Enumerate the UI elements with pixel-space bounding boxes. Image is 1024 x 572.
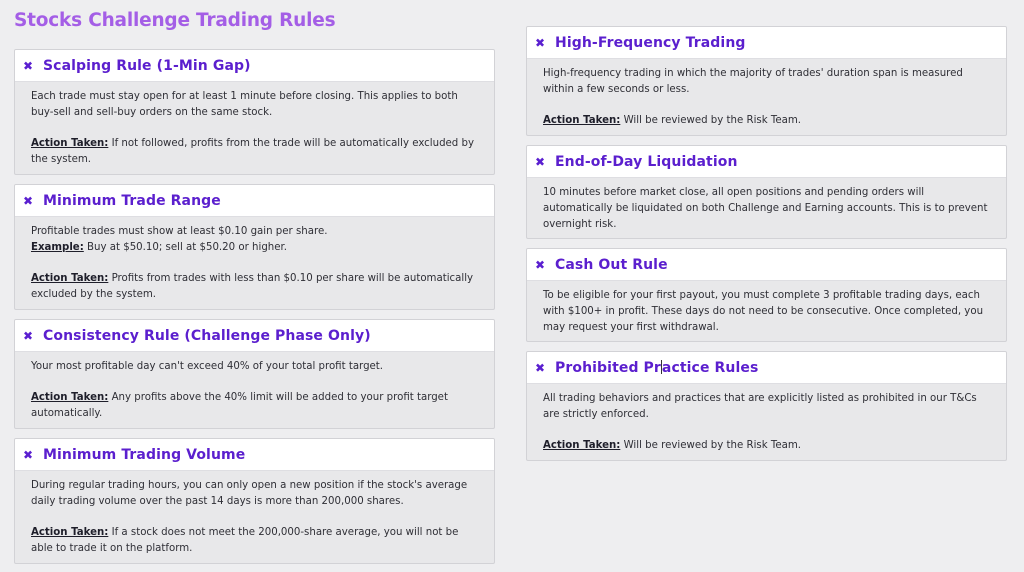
action-taken-text: If not followed, profits from the trade will be automatically excluded by the system. [31, 138, 474, 165]
close-x-icon: ✖ [23, 328, 34, 343]
close-x-icon: ✖ [535, 154, 546, 169]
rule-action [31, 525, 478, 557]
example-text: Buy at $50.10; sell at $50.20 or higher. [83, 242, 288, 253]
action-taken-text: Any profits above the 40% limit will be added to your profit target automatically. [31, 392, 448, 419]
rule-body [527, 384, 1006, 460]
rule-action [543, 113, 990, 129]
rule-card-header [527, 352, 1006, 384]
action-taken-text: Will be reviewed by the Risk Team. [620, 440, 802, 451]
rule-card-scalping [14, 49, 495, 175]
rule-description: Profitable trades must show at least $0.10 gain per share. [31, 226, 328, 237]
rule-body [15, 217, 494, 309]
rule-description: Each trade must stay open for at least 1 minute before closing. This applies to both buy-sell and sell-buy orders on the same stock. [31, 91, 458, 118]
rule-body [15, 82, 494, 174]
rule-description: All trading behaviors and practices that are explicitly listed as prohibited in our T&Cs are strictly enforced. [543, 393, 977, 420]
example-label: Example: [31, 242, 84, 253]
rule-action [31, 390, 478, 422]
action-taken-text: If a stock does not meet the 200,000-share average, you will not be able to trade it on the platform. [31, 527, 459, 554]
rule-title: End-of-Day Liquidation [555, 153, 738, 170]
rule-body [527, 178, 1006, 238]
rule-card-minimum-trade-range [14, 184, 495, 310]
action-taken-label: Action Taken: [543, 115, 621, 126]
rule-title: Minimum Trading Volume [43, 446, 246, 463]
close-x-icon: ✖ [535, 360, 546, 375]
rule-action [31, 136, 478, 168]
rules-column-left [14, 49, 495, 572]
rule-card-end-of-day-liquidation [526, 145, 1007, 239]
close-x-icon: ✖ [23, 58, 34, 73]
rule-card-header [15, 439, 494, 471]
rule-action [31, 271, 478, 303]
rule-card-cash-out [526, 248, 1007, 342]
rule-body [15, 352, 494, 428]
rule-card-header [527, 27, 1006, 59]
action-taken-label: Action Taken: [31, 138, 109, 149]
rule-card-header [527, 249, 1006, 281]
rule-title-part-a: Prohibited Pr [555, 359, 661, 376]
action-taken-label: Action Taken: [31, 273, 109, 284]
rule-description: Your most profitable day can't exceed 40% of your total profit target. [31, 361, 384, 372]
rule-card-consistency [14, 319, 495, 429]
rule-title: Cash Out Rule [555, 256, 668, 273]
rule-example [31, 240, 478, 256]
rule-description: 10 minutes before market close, all open positions and pending orders will automatically be liquidated on both Challenge and Earning accounts. This is to prevent overnight risk. [543, 187, 988, 230]
rule-card-header [527, 146, 1006, 178]
rule-card-header [15, 320, 494, 352]
action-taken-label: Action Taken: [31, 527, 109, 538]
rule-title: High-Frequency Trading [555, 34, 746, 51]
rule-card-minimum-trading-volume [14, 438, 495, 564]
close-x-icon: ✖ [535, 257, 546, 272]
action-taken-text: Profits from trades with less than $0.10 per share will be automatically excluded by the system. [31, 273, 474, 300]
rule-card-high-frequency [526, 26, 1007, 136]
action-taken-label: Action Taken: [543, 440, 621, 451]
rule-card-prohibited-practice [526, 351, 1007, 461]
rule-card-header [15, 50, 494, 82]
rule-description: High-frequency trading in which the majority of trades' duration span is measured within a few seconds or less. [543, 68, 963, 95]
close-x-icon: ✖ [23, 193, 34, 208]
close-x-icon: ✖ [535, 35, 546, 50]
rule-title [555, 360, 758, 376]
action-taken-text: Will be reviewed by the Risk Team. [620, 115, 802, 126]
rule-description: To be eligible for your first payout, you must complete 3 profitable trading days, each with $100+ in profit. These days do not need to be consecutive. Once completed, you may request your first withdrawal. [543, 290, 984, 333]
rule-title-part-b: actice Rules [661, 359, 759, 376]
rule-title: Minimum Trade Range [43, 192, 221, 209]
rules-column-right [526, 26, 1007, 470]
rule-body [527, 59, 1006, 135]
close-x-icon: ✖ [23, 447, 34, 462]
rule-body [527, 281, 1006, 341]
rule-card-header [15, 185, 494, 217]
action-taken-label: Action Taken: [31, 392, 109, 403]
rule-description: During regular trading hours, you can only open a new position if the stock's average daily trading volume over the past 14 days is more than 200,000 shares. [31, 480, 468, 507]
rule-action [543, 438, 990, 454]
rule-title: Scalping Rule (1-Min Gap) [43, 57, 251, 74]
rule-title: Consistency Rule (Challenge Phase Only) [43, 327, 371, 344]
page-title: Stocks Challenge Trading Rules [14, 10, 336, 31]
rule-body [15, 471, 494, 563]
